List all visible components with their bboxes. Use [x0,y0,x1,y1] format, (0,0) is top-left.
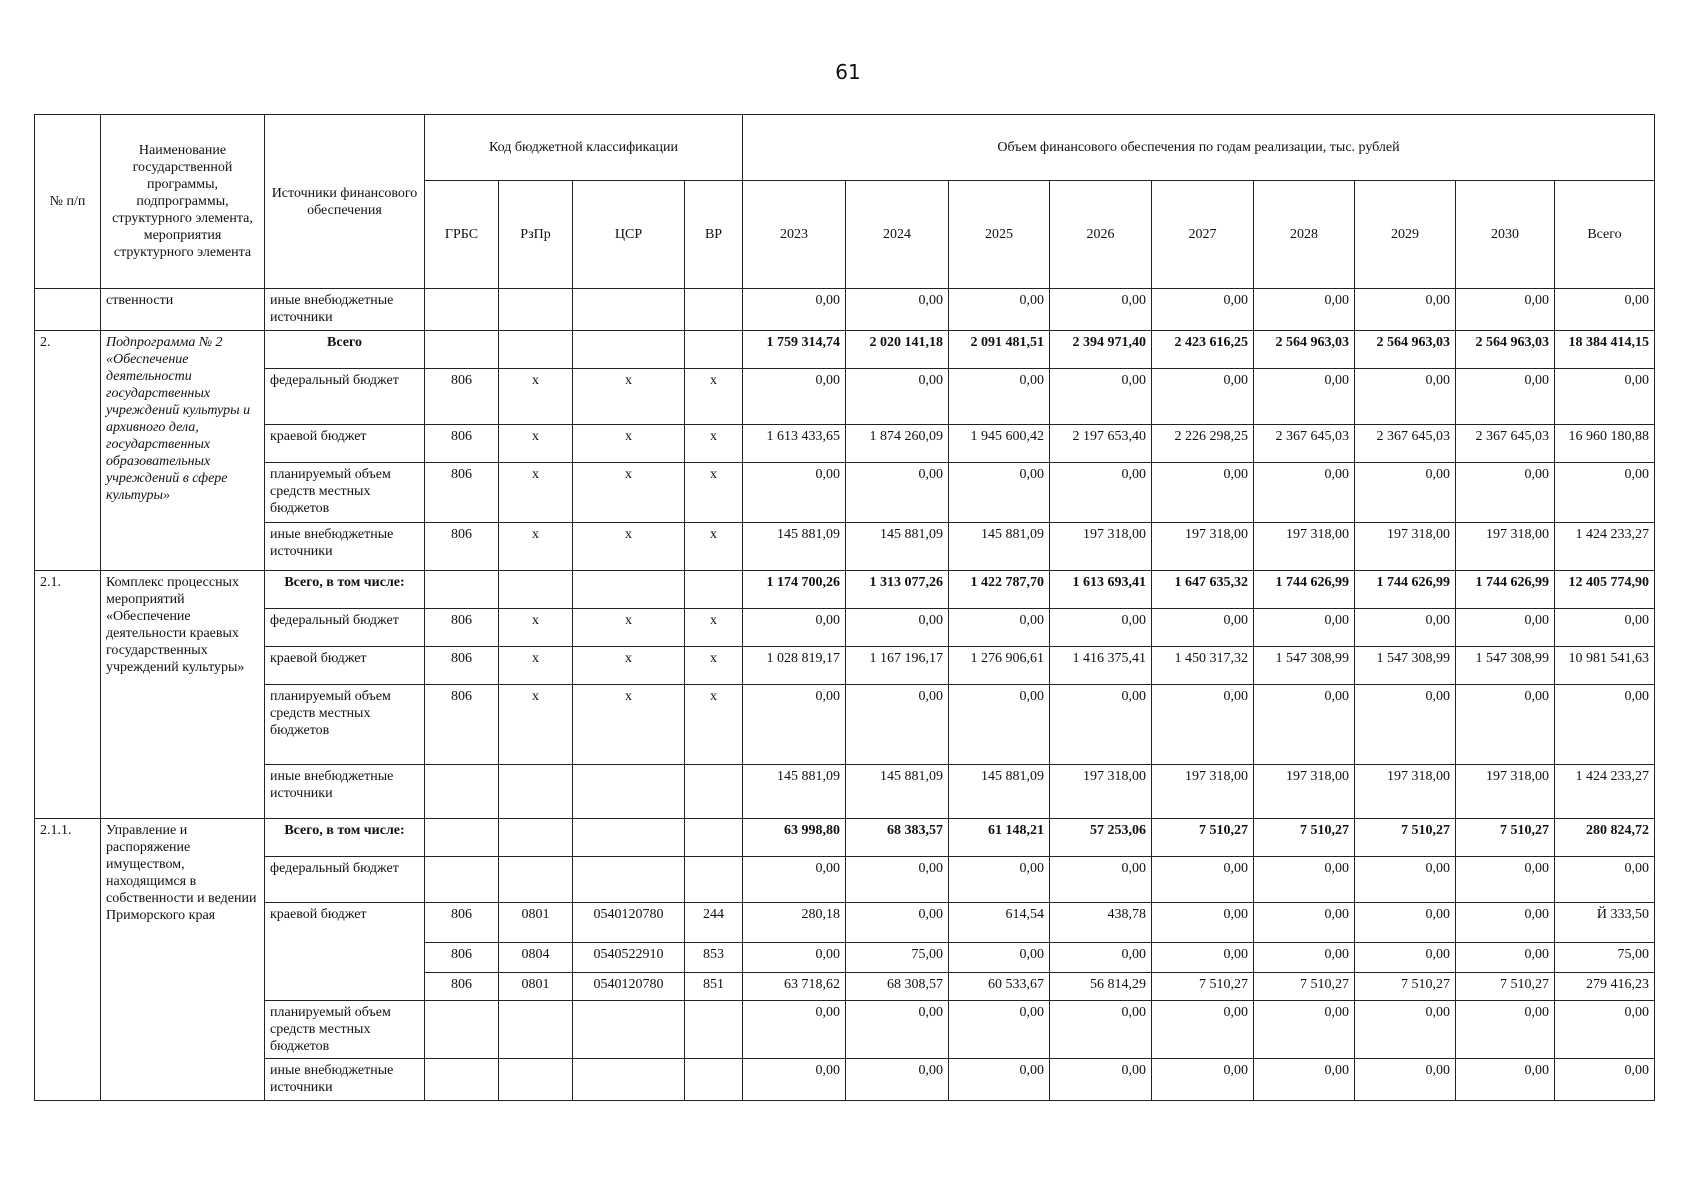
table-row [35,685,1655,765]
kbk-grbs: 806 [425,523,499,571]
value-year: 0,00 [1355,943,1456,973]
kbk-csr: x [573,425,685,463]
row-name: Комплекс процессных мероприятий «Обеспечение деятельности краевых государственных учреждений культуры» [101,571,265,819]
kbk-csr [573,331,685,369]
table-row [35,523,1655,571]
value-year: 0,00 [1456,943,1555,973]
value-year: 1 422 787,70 [949,571,1050,609]
value-total: 0,00 [1555,857,1655,903]
header-year-2029: 2029 [1355,181,1456,289]
kbk-rzpr [499,765,573,819]
value-year: 7 510,27 [1355,973,1456,1001]
kbk-grbs [425,571,499,609]
kbk-grbs: 806 [425,425,499,463]
kbk-csr [573,1001,685,1059]
kbk-csr [573,765,685,819]
table-row [35,331,1655,369]
kbk-vr: x [685,425,743,463]
value-year: 1 416 375,41 [1050,647,1152,685]
funding-source: краевой бюджет [265,647,425,685]
value-year: 2 367 645,03 [1355,425,1456,463]
value-year: 0,00 [743,1059,846,1101]
value-year: 0,00 [1355,463,1456,523]
value-year: 0,00 [1152,1001,1254,1059]
value-year: 7 510,27 [1456,973,1555,1001]
value-year: 1 613 433,65 [743,425,846,463]
value-year: 2 367 645,03 [1456,425,1555,463]
row-name: Подпрограмма № 2 «Обеспечение деятельности государственных учреждений культуры и архивного дела, государственных образовательных учреждений в сфере культуры» [101,331,265,571]
kbk-rzpr: x [499,425,573,463]
value-year: 145 881,09 [949,523,1050,571]
value-year: 197 318,00 [1355,523,1456,571]
kbk-grbs [425,331,499,369]
table-row [35,1001,1655,1059]
value-year: 0,00 [1152,1059,1254,1101]
funding-source: планируемый объем средств местных бюджетов [265,463,425,523]
value-year: 197 318,00 [1152,523,1254,571]
row-number [35,289,101,331]
value-year: 1 647 635,32 [1152,571,1254,609]
kbk-vr [685,1059,743,1101]
table-row [35,369,1655,425]
funding-source: краевой бюджет [265,425,425,463]
value-year: 0,00 [949,289,1050,331]
value-year: 0,00 [1355,289,1456,331]
value-year: 0,00 [1355,1059,1456,1101]
value-year: 0,00 [1456,1001,1555,1059]
value-year: 0,00 [1254,685,1355,765]
funding-source: Всего [265,331,425,369]
header-year-2025: 2025 [949,181,1050,289]
value-total: 0,00 [1555,685,1655,765]
kbk-rzpr [499,857,573,903]
value-year: 197 318,00 [1050,765,1152,819]
kbk-grbs [425,819,499,857]
value-year: 0,00 [743,685,846,765]
table-row [35,571,1655,609]
kbk-vr: x [685,609,743,647]
kbk-rzpr [499,819,573,857]
value-year: 0,00 [1355,369,1456,425]
kbk-csr: 0540120780 [573,903,685,943]
header-vr: ВР [685,181,743,289]
table-body [35,289,1655,1101]
value-year: 1 547 308,99 [1456,647,1555,685]
value-year: 57 253,06 [1050,819,1152,857]
value-year: 0,00 [1050,289,1152,331]
value-year: 0,00 [1254,463,1355,523]
header-rzpr: РзПр [499,181,573,289]
kbk-rzpr: x [499,609,573,647]
value-year: 7 510,27 [1355,819,1456,857]
header-num: № п/п [35,115,101,289]
kbk-grbs: 806 [425,647,499,685]
value-year: 0,00 [1456,1059,1555,1101]
value-total: Й 333,50 [1555,903,1655,943]
value-year: 0,00 [1456,289,1555,331]
table-row [35,609,1655,647]
value-year: 0,00 [743,463,846,523]
kbk-csr: x [573,647,685,685]
funding-source: иные внебюджетные источники [265,523,425,571]
table-row [35,425,1655,463]
header-year-2028: 2028 [1254,181,1355,289]
value-year: 1 167 196,17 [846,647,949,685]
value-year: 7 510,27 [1152,973,1254,1001]
value-total: 0,00 [1555,1059,1655,1101]
header-name: Наименование государственной программы, подпрограммы, структурного элемента, мероприятия структурного элемента [101,115,265,289]
kbk-rzpr [499,289,573,331]
header-total: Всего [1555,181,1655,289]
kbk-rzpr: x [499,523,573,571]
kbk-grbs: 806 [425,943,499,973]
value-year: 0,00 [1456,903,1555,943]
value-year: 0,00 [846,369,949,425]
header-volume: Объем финансового обеспечения по годам реализации, тыс. рублей [743,115,1655,181]
value-year: 197 318,00 [1456,523,1555,571]
value-year: 2 394 971,40 [1050,331,1152,369]
value-total: 0,00 [1555,1001,1655,1059]
kbk-grbs [425,289,499,331]
kbk-grbs [425,1001,499,1059]
value-year: 1 744 626,99 [1355,571,1456,609]
value-year: 1 945 600,42 [949,425,1050,463]
funding-source: иные внебюджетные источники [265,289,425,331]
kbk-grbs [425,765,499,819]
value-year: 0,00 [1050,1059,1152,1101]
kbk-vr: x [685,369,743,425]
header-source: Источники финансового обеспечения [265,115,425,289]
kbk-grbs: 806 [425,609,499,647]
kbk-csr: 0540522910 [573,943,685,973]
value-year: 63 718,62 [743,973,846,1001]
table-row [35,819,1655,857]
value-year: 145 881,09 [949,765,1050,819]
row-number: 2. [35,331,101,571]
value-year: 1 744 626,99 [1254,571,1355,609]
value-total: 279 416,23 [1555,973,1655,1001]
value-year: 75,00 [846,943,949,973]
header-year-2030: 2030 [1456,181,1555,289]
kbk-vr [685,331,743,369]
value-year: 0,00 [1152,943,1254,973]
kbk-rzpr [499,571,573,609]
financing-table [34,114,1655,1101]
value-year: 0,00 [949,609,1050,647]
value-year: 0,00 [1254,369,1355,425]
table-row [35,647,1655,685]
value-year: 0,00 [1456,463,1555,523]
value-year: 0,00 [1050,369,1152,425]
value-year: 0,00 [1254,289,1355,331]
value-year: 0,00 [949,1001,1050,1059]
value-year: 0,00 [743,609,846,647]
value-year: 0,00 [949,857,1050,903]
value-year: 0,00 [1152,609,1254,647]
kbk-csr [573,857,685,903]
header-year-2027: 2027 [1152,181,1254,289]
kbk-grbs [425,857,499,903]
value-year: 0,00 [846,857,949,903]
funding-source: иные внебюджетные источники [265,765,425,819]
kbk-csr: 0540120780 [573,973,685,1001]
value-year: 1 547 308,99 [1355,647,1456,685]
funding-source: планируемый объем средств местных бюджетов [265,685,425,765]
value-year: 1 874 260,09 [846,425,949,463]
kbk-grbs: 806 [425,463,499,523]
value-year: 1 759 314,74 [743,331,846,369]
kbk-grbs [425,1059,499,1101]
kbk-csr [573,1059,685,1101]
value-year: 0,00 [1456,609,1555,647]
kbk-rzpr: 0801 [499,973,573,1001]
value-year: 1 547 308,99 [1254,647,1355,685]
value-year: 1 450 317,32 [1152,647,1254,685]
value-year: 0,00 [949,1059,1050,1101]
value-year: 145 881,09 [846,765,949,819]
value-year: 0,00 [743,369,846,425]
kbk-vr: x [685,685,743,765]
value-year: 1 028 819,17 [743,647,846,685]
value-year: 0,00 [1254,857,1355,903]
funding-source: планируемый объем средств местных бюджетов [265,1001,425,1059]
value-year: 68 383,57 [846,819,949,857]
value-total: 12 405 774,90 [1555,571,1655,609]
value-year: 0,00 [1050,685,1152,765]
kbk-grbs: 806 [425,369,499,425]
value-year: 197 318,00 [1050,523,1152,571]
value-year: 2 226 298,25 [1152,425,1254,463]
value-year: 68 308,57 [846,973,949,1001]
value-total: 280 824,72 [1555,819,1655,857]
value-total: 0,00 [1555,609,1655,647]
value-year: 0,00 [846,685,949,765]
value-year: 60 533,67 [949,973,1050,1001]
value-year: 0,00 [846,903,949,943]
value-year: 0,00 [743,943,846,973]
value-year: 0,00 [1050,1001,1152,1059]
value-total: 1 424 233,27 [1555,523,1655,571]
value-year: 280,18 [743,903,846,943]
kbk-csr [573,571,685,609]
row-name: ственности [101,289,265,331]
value-year: 1 613 693,41 [1050,571,1152,609]
value-year: 2 564 963,03 [1254,331,1355,369]
value-year: 2 020 141,18 [846,331,949,369]
value-year: 2 423 616,25 [1152,331,1254,369]
row-number: 2.1. [35,571,101,819]
kbk-csr [573,289,685,331]
header-year-2023: 2023 [743,181,846,289]
kbk-rzpr: x [499,463,573,523]
funding-source: Всего, в том числе: [265,571,425,609]
funding-source: краевой бюджет [265,903,425,1001]
kbk-vr [685,289,743,331]
value-year: 0,00 [743,857,846,903]
value-year: 0,00 [743,1001,846,1059]
kbk-vr: x [685,463,743,523]
kbk-vr: 851 [685,973,743,1001]
header-kbk: Код бюджетной классификации [425,115,743,181]
value-year: 0,00 [1355,857,1456,903]
kbk-csr: x [573,523,685,571]
value-year: 63 998,80 [743,819,846,857]
kbk-grbs: 806 [425,973,499,1001]
value-year: 7 510,27 [1254,973,1355,1001]
value-year: 614,54 [949,903,1050,943]
value-year: 0,00 [1152,289,1254,331]
value-year: 7 510,27 [1152,819,1254,857]
header-csr: ЦСР [573,181,685,289]
value-year: 0,00 [1254,1059,1355,1101]
value-total: 0,00 [1555,289,1655,331]
header-grbs: ГРБС [425,181,499,289]
kbk-csr: x [573,369,685,425]
value-year: 0,00 [1254,903,1355,943]
funding-source: федеральный бюджет [265,857,425,903]
value-year: 0,00 [1355,1001,1456,1059]
table-row [35,903,1655,943]
value-year: 2 564 963,03 [1355,331,1456,369]
page-number: 61 [835,60,861,84]
value-year: 0,00 [1254,1001,1355,1059]
funding-source: иные внебюджетные источники [265,1059,425,1101]
value-year: 145 881,09 [743,523,846,571]
value-year: 145 881,09 [846,523,949,571]
value-year: 0,00 [1050,609,1152,647]
value-year: 197 318,00 [1456,765,1555,819]
value-year: 0,00 [846,1059,949,1101]
value-year: 0,00 [1152,857,1254,903]
value-total: 1 424 233,27 [1555,765,1655,819]
value-year: 197 318,00 [1254,523,1355,571]
kbk-vr [685,1001,743,1059]
kbk-vr: 853 [685,943,743,973]
value-year: 61 148,21 [949,819,1050,857]
value-year: 0,00 [1152,903,1254,943]
kbk-grbs: 806 [425,685,499,765]
funding-source: федеральный бюджет [265,369,425,425]
value-year: 0,00 [1254,609,1355,647]
value-year: 0,00 [1456,857,1555,903]
header-year-2024: 2024 [846,181,949,289]
kbk-rzpr: 0804 [499,943,573,973]
kbk-csr: x [573,463,685,523]
value-year: 1 744 626,99 [1456,571,1555,609]
value-year: 0,00 [846,289,949,331]
kbk-vr: x [685,647,743,685]
kbk-vr [685,571,743,609]
funding-source: Всего, в том числе: [265,819,425,857]
table-row [35,1059,1655,1101]
kbk-grbs: 806 [425,903,499,943]
kbk-vr: x [685,523,743,571]
value-year: 7 510,27 [1254,819,1355,857]
value-total: 10 981 541,63 [1555,647,1655,685]
value-year: 0,00 [1050,463,1152,523]
header-year-2026: 2026 [1050,181,1152,289]
value-year: 0,00 [949,369,1050,425]
row-name: Управление и распоряжение имуществом, находящимся в собственности и ведении Приморского края [101,819,265,1101]
value-year: 0,00 [1456,685,1555,765]
table-row [35,765,1655,819]
value-total: 0,00 [1555,369,1655,425]
value-total: 75,00 [1555,943,1655,973]
value-year: 0,00 [949,943,1050,973]
kbk-vr: 244 [685,903,743,943]
value-year: 2 091 481,51 [949,331,1050,369]
value-year: 0,00 [1355,609,1456,647]
value-year: 197 318,00 [1355,765,1456,819]
value-total: 0,00 [1555,463,1655,523]
kbk-csr [573,819,685,857]
value-total: 16 960 180,88 [1555,425,1655,463]
kbk-rzpr: x [499,369,573,425]
value-year: 0,00 [743,289,846,331]
value-year: 2 197 653,40 [1050,425,1152,463]
funding-source: федеральный бюджет [265,609,425,647]
kbk-rzpr [499,1059,573,1101]
kbk-rzpr: x [499,647,573,685]
value-year: 0,00 [1355,685,1456,765]
value-year: 0,00 [1152,463,1254,523]
table-row [35,857,1655,903]
table-row [35,289,1655,331]
value-year: 1 276 906,61 [949,647,1050,685]
value-year: 145 881,09 [743,765,846,819]
kbk-vr [685,765,743,819]
value-year: 438,78 [1050,903,1152,943]
value-total: 18 384 414,15 [1555,331,1655,369]
value-year: 0,00 [846,1001,949,1059]
value-year: 56 814,29 [1050,973,1152,1001]
row-number: 2.1.1. [35,819,101,1101]
value-year: 0,00 [1152,685,1254,765]
value-year: 0,00 [1355,903,1456,943]
kbk-rzpr: x [499,685,573,765]
value-year: 2 367 645,03 [1254,425,1355,463]
value-year: 0,00 [846,463,949,523]
value-year: 197 318,00 [1152,765,1254,819]
value-year: 0,00 [949,463,1050,523]
value-year: 197 318,00 [1254,765,1355,819]
value-year: 0,00 [1152,369,1254,425]
value-year: 7 510,27 [1456,819,1555,857]
value-year: 0,00 [1050,857,1152,903]
value-year: 2 564 963,03 [1456,331,1555,369]
kbk-rzpr [499,1001,573,1059]
value-year: 0,00 [846,609,949,647]
value-year: 0,00 [1050,943,1152,973]
value-year: 0,00 [1254,943,1355,973]
value-year: 0,00 [1456,369,1555,425]
value-year: 1 174 700,26 [743,571,846,609]
value-year: 0,00 [949,685,1050,765]
kbk-rzpr [499,331,573,369]
table-row [35,463,1655,523]
value-year: 1 313 077,26 [846,571,949,609]
kbk-csr: x [573,609,685,647]
kbk-vr [685,819,743,857]
kbk-rzpr: 0801 [499,903,573,943]
kbk-vr [685,857,743,903]
kbk-csr: x [573,685,685,765]
